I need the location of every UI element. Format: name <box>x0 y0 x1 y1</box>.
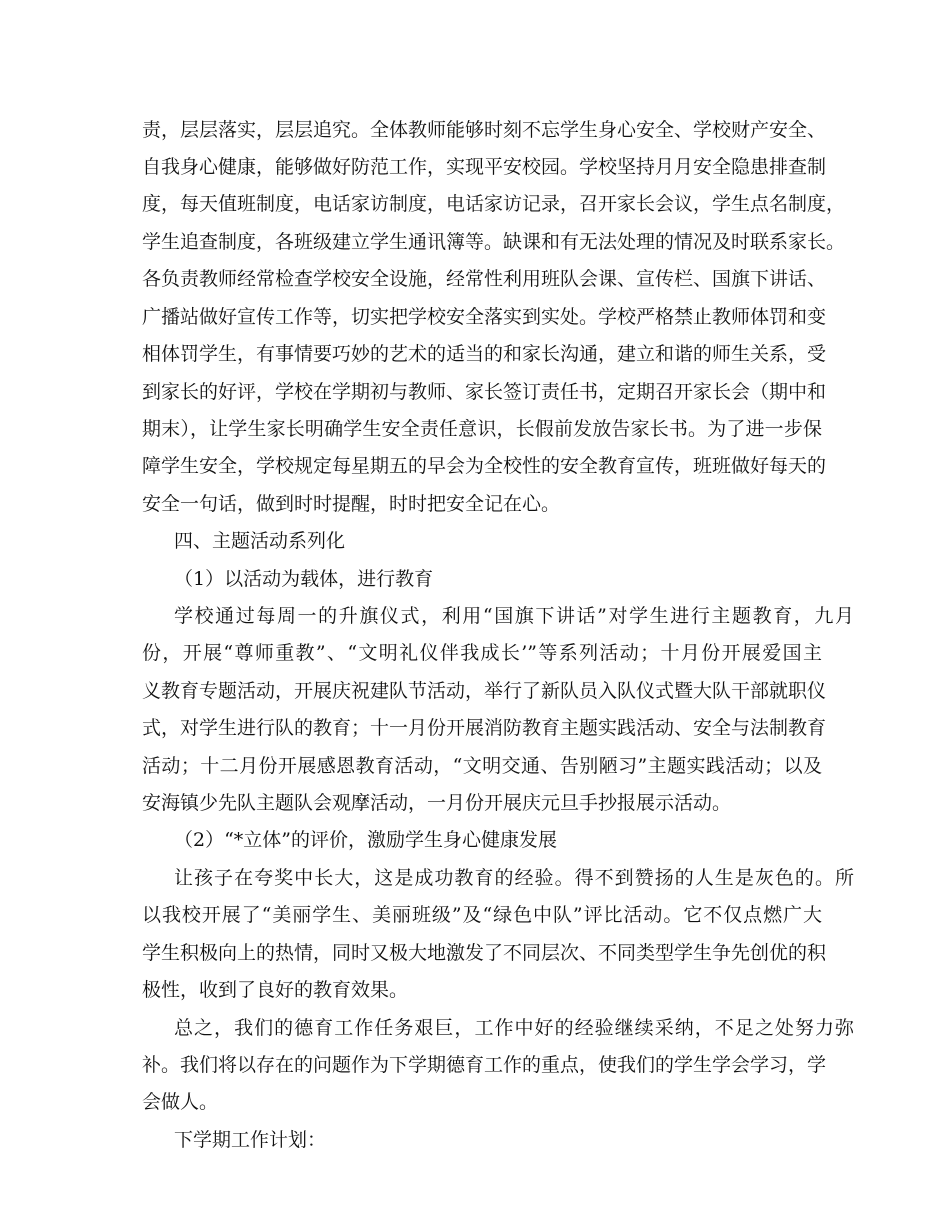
paragraph-line: 安海镇少先队主题队会观摩活动，一月份开展庆元旦手抄报展示活动。 <box>142 792 732 814</box>
paragraph-line: 度，每天值班制度，电话家访制度，电话家访记录，召开家长会议，学生点名制度， <box>142 193 846 215</box>
paragraph-line: 期末），让学生家长明确学生安全责任意识，长假前发放告家长书。为了进一步保 <box>142 418 822 440</box>
paragraph-line: 极性，收到了良好的教育效果。 <box>142 979 409 1001</box>
paragraph-line: 学校通过每周一的升旗仪式，利用“国旗下讲话”对学生进行主题教育，九月 <box>174 605 854 627</box>
paragraph-line: 相体罚学生，有事情要巧妙的艺术的适当的和家长沟通，建立和谐的师生关系，受 <box>142 343 827 365</box>
paragraph-line: 各负责教师经常检查学校安全设施，经常性利用班队会课、宣传栏、国旗下讲话、 <box>142 268 827 290</box>
paragraph-line: 责，层层落实，层层追究。全体教师能够时刻不忘学生身心安全、学校财产安全、 <box>142 119 827 141</box>
paragraph-line: 补。我们将以存在的问题作为下学期德育工作的重点，使我们的学生学会学习，学 <box>142 1054 827 1076</box>
paragraph-line: 学生追查制度，各班级建立学生通讯簿等。缺课和有无法处理的情况及时联系家长。 <box>142 231 846 253</box>
paragraph-line: 到家长的好评，学校在学期初与教师、家长签订责任书，定期召开家长会（期中和 <box>142 381 827 403</box>
subsection-heading: （2）“*立体”的评价，激励学生身心健康发展 <box>174 829 558 851</box>
paragraph-line: 自我身心健康，能够做好防范工作，实现平安校园。学校坚持月月安全隐患排查制 <box>142 156 827 178</box>
paragraph-line: 广播站做好宣传工作等，切实把学校安全落实到实处。学校严格禁止教师体罚和变 <box>142 306 827 328</box>
section-heading: 四、主题活动系列化 <box>174 530 346 552</box>
paragraph-line: 份，开展“尊师重教”、“文明礼仪伴我成长’”等系列活动；十月份开展爱国主 <box>142 642 822 664</box>
paragraph-line: 以我校开展了“美丽学生、美丽班级”及“绿色中队”评比活动。它不仅点燃广大 <box>142 904 822 926</box>
paragraph-line: 总之，我们的德育工作任务艰巨，工作中好的经验继续采纳，不足之处努力弥 <box>174 1017 854 1039</box>
paragraph-line: 让孩子在夸奖中长大，这是成功教育的经验。得不到赞扬的人生是灰色的。所 <box>174 867 854 889</box>
paragraph-line: 式，对学生进行队的教育；十一月份开展消防教育主题实践活动、安全与法制教育 <box>142 717 827 739</box>
paragraph-line: 义教育专题活动，开展庆祝建队节活动，举行了新队员入队仪式暨大队干部就职仪 <box>142 680 827 702</box>
paragraph-line: 学生积极向上的热情，同时又极大地激发了不同层次、不同类型学生争先创优的积 <box>142 942 827 964</box>
paragraph-line: 会做人。 <box>142 1091 219 1113</box>
subsection-heading: （1）以活动为载体，进行教育 <box>174 568 434 590</box>
paragraph-line: 安全一句话，做到时时提醒，时时把安全记在心。 <box>142 493 561 515</box>
paragraph-line: 活动；十二月份开展感恩教育活动，“文明交通、告别陋习”主题实践活动；以及 <box>142 755 822 777</box>
section-heading: 下学期工作计划： <box>174 1129 327 1151</box>
paragraph-line: 障学生安全，学校规定每星期五的早会为全校性的安全教育宣传，班班做好每天的 <box>142 455 827 477</box>
